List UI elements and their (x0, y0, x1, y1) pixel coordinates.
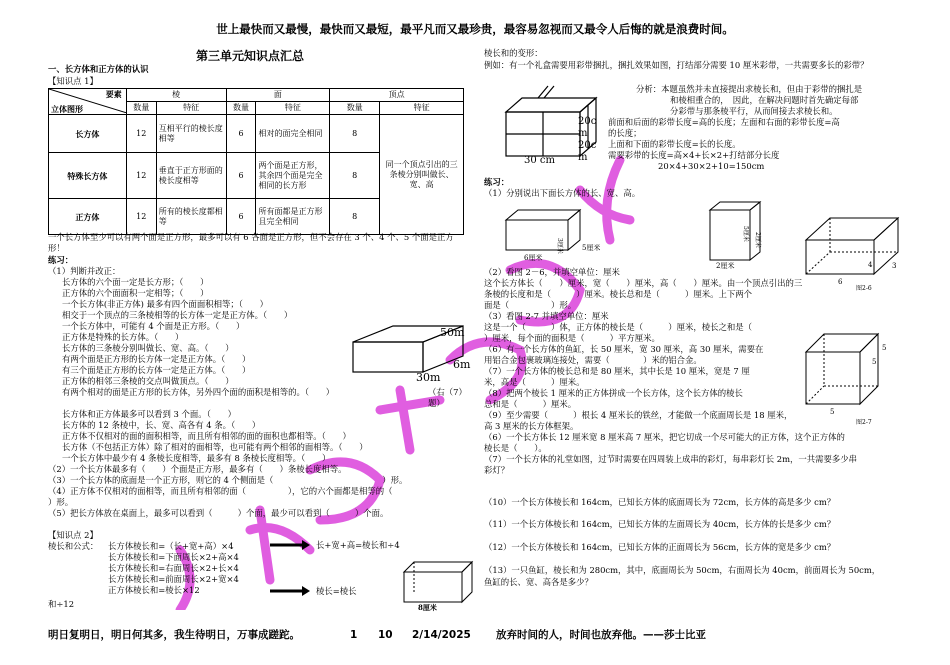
list-item: 用铝合金包裹玻璃连接处，需要（ ）米的铝合金。 (484, 355, 702, 365)
list-item: 总和是（ ）厘米。 (484, 399, 577, 409)
knowledge-table (48, 88, 464, 235)
list-item: （7）一个长方体的礼堂如图，过节时需要在四周装上成串的彩灯，每串彩灯长 2m，一共需要多少串 (484, 454, 858, 464)
table-row (49, 115, 464, 153)
footer-quote-left: 明日复明日，明日何其多，我生待明日，万事成蹉跎。 (48, 629, 300, 641)
formula-item: 正方体棱长和=棱长×12 (108, 585, 200, 595)
list-item: 正方体的相邻三条棱的交点叫做顶点。（ ） (62, 376, 234, 386)
list-item: 这个长方体长（ ）厘米，宽（ ）厘米，高（ ）厘米。由一个顶点引出的三 (484, 278, 803, 288)
box3-height-label: 4 (868, 261, 873, 269)
face-count: 6 (226, 199, 256, 235)
right-top-heading: 棱长和的变形： (484, 48, 543, 58)
box1-height-label: 3厘米 (556, 238, 563, 254)
corner-bottom-label: 立体图形 (51, 104, 83, 114)
box-figure-2 (704, 198, 774, 270)
question-13-cont: 鱼缸的长、宽、高各是多少？ (484, 577, 593, 587)
cube-label-c: 5 (830, 408, 835, 416)
cube-label: 8厘米 (418, 603, 437, 612)
analysis-line: 分彩带与那条棱平行，从而间接去求棱长和。 (670, 106, 838, 116)
list-item: 高 3 厘米的长方体框架。 (484, 421, 579, 431)
list-item: 条棱的长度和是（ ）厘米。棱长总和是（ ）厘米。上下两个 (484, 289, 752, 299)
edge-feature: 互相平行的棱长度相等 (156, 115, 226, 153)
formula-result-1: 长+宽+高=棱长和÷4 (316, 540, 400, 550)
face-feature: 所有面都是正方形且完全相同 (256, 199, 330, 235)
gift-label-h2: m (578, 128, 588, 139)
practice-heading: 练习： (48, 255, 74, 265)
vertex-count: 8 (330, 199, 380, 235)
cube-caption: 图2-7 (856, 419, 872, 426)
question-10: （10）一个长方体棱长和 164cm，已知长方体的底面周长为 72cm，长方体的高是多少 cm？ (484, 497, 836, 507)
knowledge-point-1: 【知识点 1】 (48, 76, 98, 86)
sub-header: 特征 (380, 102, 464, 115)
hall-label-height: 30m (416, 371, 441, 384)
list-item: 米，高是（ ）厘米。 (484, 377, 585, 387)
box3-caption: 图2-6 (856, 285, 872, 292)
row-name: 特殊长方体 (49, 153, 127, 199)
example-text: 例如：有一个礼盒需要用彩带捆扎，捆扎效果如图，打结部分需要 10 厘米彩带，一共需要多长的彩带？ (484, 60, 869, 70)
box3-length-label: 6 (838, 278, 843, 286)
formula-item: 长方体棱长和=下面周长×2+高×4 (108, 552, 239, 562)
judge-list-2 (48, 409, 468, 519)
list-item: 相交于一个顶点的三条棱相等的长方体一定是正方体。（ ） (62, 310, 293, 320)
question-12: （12）一个长方体棱长和 164cm，已知长方体的正面周长为 56cm，长方体的宽是多少 cm？ (484, 542, 836, 552)
edge-count: 12 (126, 115, 156, 153)
analysis-block-2 (608, 117, 908, 172)
list-item: 一个长方体(非正方体) 最多有四个面面积相等；（ ） (62, 299, 269, 309)
footer-quote-right: 放弃时间的人，时间也放弃他。——莎士比亚 (496, 629, 706, 641)
question-13: （13）一只鱼缸，棱长和为 280cm，其中，底面周长为 50cm，右面周长为 40cm，前面周长为 50cm， (484, 565, 881, 575)
edge-feature: 垂直于正方形面的棱长度相等 (156, 153, 226, 199)
list-item: （7）一个长方体的棱长总和是 80 厘米，其中长是 10 厘米，宽是 7 厘 (484, 366, 750, 376)
page-title: 第三单元知识点汇总 (195, 49, 304, 63)
list-item: 长方体和正方体最多可以看到 3 个面。（ ） (62, 409, 236, 419)
list-item: （6）有一个长方体的鱼缸，长 50 厘米，宽 30 厘米，高 30 厘米，需要在 (484, 344, 764, 354)
section-heading: 一、长方体和正方体的认识 (48, 64, 149, 74)
cube-figure-bottom (400, 558, 480, 612)
formula-tail: 和÷12 (48, 599, 75, 609)
gift-label-w2: m (578, 152, 588, 163)
formula-item: 长方体棱长和=前面周长×2+宽×4 (108, 574, 239, 584)
vertex-count: 8 (330, 115, 380, 153)
list-item: （2）一个长方体最多有（ ）个面是正方形，最多有（ ）条棱长度相等。 (48, 464, 347, 474)
analysis-line: 需要彩带的长度=高×4+长×2+打结部分长度 (608, 150, 780, 160)
practice-heading-right: 练习： (484, 177, 510, 187)
list-item: 有三个面是正方形的长方体一定是正方体。（ ） (62, 365, 251, 375)
gift-label-w1: 20c (578, 140, 597, 151)
table-corner-cell (49, 89, 127, 115)
list-item: （3）看图 2-7 并填空单位：厘米 (484, 311, 609, 321)
analysis-line: 20×4+30×2+10=150cm (658, 161, 765, 171)
list-item: 有两个相对的面是正方形的长方体，另外四个面的面积是相等的。（ ） (62, 387, 335, 397)
footer-date: 2/14/2025 (412, 629, 471, 641)
list-item: 面是（ ）形。 (484, 300, 577, 310)
header-motto: 世上最快而又最慢，最快而又最短，最平凡而又最珍贵，最容易忽视而又最令人后悔的就是浪费时间。 (216, 22, 734, 36)
list-item: （5）把长方体放在桌面上，最多可以看到（ ）个面，最少可以看到（ ）个面。 (48, 508, 389, 518)
formula-arrows (268, 536, 312, 598)
list-item: 长方体的三条棱分别叫做长、宽、高。（ ） (62, 343, 234, 353)
sub-header: 数量 (226, 102, 256, 115)
analysis-line: 前面和后面的彩带长度=高的长度；左面和右面的彩带长度=高 (608, 117, 840, 127)
formula-result-2: 棱长=棱长 (316, 586, 357, 596)
analysis-line: 和棱相重合的， 因此，在解决问题时首先确定每部 (670, 95, 859, 105)
formula-list (108, 541, 239, 596)
group-header-edge: 棱 (126, 89, 226, 102)
formula-label: 棱长和公式： (48, 541, 99, 551)
list-item: （2）看图 2－6，并填空单位：厘米 (484, 267, 620, 277)
analysis-line: 分析：本题虽然并未直接提出求棱长和，但由于彩带的捆扎是 (636, 84, 863, 94)
page-number: 1 (350, 629, 358, 641)
list-item: （6）一个长方体长 12 厘米宽 8 厘米高 7 厘米，把它切成一个尽可能大的正方体，这个正方体的 (484, 432, 845, 442)
gift-label-h1: 20c (578, 116, 597, 127)
box2-width-label: 2厘米 (754, 232, 761, 248)
analysis-line: 的长度； (608, 128, 642, 138)
face-count: 6 (226, 153, 256, 199)
list-item: 彩灯？ (484, 465, 510, 475)
list-item: 长方体的 12 条棱中，长、宽、高各有 4 条。（ ） (62, 420, 261, 430)
list-item: （4）正方体不仅相对的面相等，而且所有相邻的面（ ），它的六个面都是相等的（ (48, 486, 393, 496)
box3-width-label: 3 (892, 262, 897, 270)
face-feature: 相对的面完全相同 (256, 115, 330, 153)
list-item: （9）至少需要（ ）根长 4 厘米长的铁丝，才能做一个底面周长是 18 厘米， (484, 410, 793, 420)
group-header-vertex: 顶点 (330, 89, 464, 102)
page-total: 10 (378, 629, 393, 641)
corner-top-label: 要素 (105, 89, 122, 99)
list-item: 有两个面是正方形的长方体一定是正方体。（ ） (62, 354, 251, 364)
knowledge-point-2: 【知识点 2】 (48, 530, 98, 540)
face-count: 6 (226, 115, 256, 153)
formula-item: 长方体棱长和=（长+宽+高）×4 (108, 541, 234, 551)
sub-header: 数量 (330, 102, 380, 115)
cube-figure-2-7 (800, 326, 900, 426)
list-item: 长方体（不包括正方体）除了相对的面相等，也可能有两个相邻的面相等。（ ） (62, 442, 368, 452)
list-item: ）形。 (48, 497, 74, 507)
list-item: （3）一个长方体的底面是一个正方形，则它的 4 个侧面是（ ）形。 (48, 475, 408, 485)
sub-header: 数量 (126, 102, 156, 115)
list-item: ）厘米，每个面的面积是（ ）平方厘米。 (484, 333, 660, 343)
gift-label-length: 30 cm (524, 155, 555, 166)
hall-box-figure (345, 320, 475, 382)
box2-length-label: 2厘米 (716, 262, 735, 270)
list-item: 一个长方体中最少有 4 条棱长度相等，最多有 8 条棱长度相等。（ ） (62, 453, 331, 463)
list-item: 正方体不仅相对的面的面积相等，而且所有相邻的面的面积也都相等。（ ） (62, 431, 351, 441)
practice-q1: （1）分别说出下面长方体的长、宽、高。 (484, 188, 641, 198)
list-item: 正方体是特殊的长方体。（ ） (62, 332, 184, 342)
box1-side-label: 5厘米 (582, 244, 600, 252)
sub-header: 特征 (256, 102, 330, 115)
question-11: （11）一个长方体棱长和 164cm，已知长方体的左面周长为 40cm，长方体的长是多少 cm？ (484, 519, 836, 529)
list-item: 这是一个（ ）体，正方体的棱长是（ ）厘米，棱长之和是（ (484, 322, 752, 332)
face-feature: 两个面是正方形，其余四个面是完全相同的长方形 (256, 153, 330, 199)
practice-list (484, 267, 858, 476)
row-name: 正方体 (49, 199, 127, 235)
edge-count: 12 (126, 153, 156, 199)
analysis-line: 上面和下面的彩带长度=长的长度。 (608, 139, 741, 149)
box2-height-label: 5厘米 (742, 226, 749, 242)
box-figure-1 (500, 204, 600, 262)
edge-feature: 所有的棱长度都相等 (156, 199, 226, 235)
box-figure-3 (800, 210, 910, 292)
gift-label-height (578, 116, 596, 164)
list-item: 一个长方体中，可能有 4 个面是正方形。（ ） (62, 321, 245, 331)
vertex-feature: 同一个顶点引出的三条棱分别叫做长、宽、高 (380, 115, 464, 235)
group-header-face: 面 (226, 89, 330, 102)
question-1-title: （1）判断并改正： (48, 266, 121, 276)
cube-label-b: 5 (872, 358, 877, 366)
hall-label-width: 6m (453, 358, 471, 371)
box1-length-label: 6厘米 (524, 254, 543, 262)
judge-list (48, 277, 378, 398)
list-item: （8）把两个棱长 1 厘米的正方体拼成一个长方体，这个长方体的棱长 (484, 388, 743, 398)
analysis-block (636, 84, 906, 117)
hall-label-length: 50m (440, 326, 465, 339)
list-item: 长方体的六个面一定是长方形；（ ） (62, 277, 209, 287)
note-paragraph: 一个长方体至少可以有两个面是正方形，最多可以有 6 各面是正方形，但不会存在 3 个、4 个、5 个面是正方形！ (48, 232, 454, 253)
cube-label-a: 5 (882, 344, 887, 352)
list-item: 棱长是（ ）。 (484, 443, 547, 453)
vertex-count: 8 (330, 153, 380, 199)
row-name: 长方体 (49, 115, 127, 153)
formula-item: 长方体棱长和=右面周长×2+长×4 (108, 563, 239, 573)
sub-header: 特征 (156, 102, 226, 115)
edge-count: 12 (126, 199, 156, 235)
list-item: 正方体的六个面面积一定相等；（ ） (62, 288, 209, 298)
judge-note: （右（7）题） (428, 387, 467, 408)
